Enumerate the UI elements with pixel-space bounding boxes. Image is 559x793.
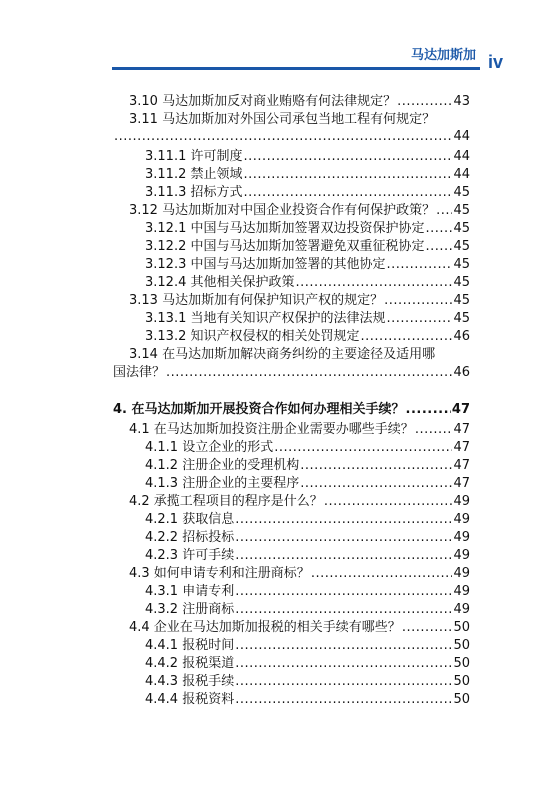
toc-entry-page: 46 <box>453 365 470 380</box>
toc-entry-4-2-3[interactable] <box>145 547 470 564</box>
toc-entry-4-3-2[interactable] <box>145 601 470 618</box>
toc-entry-page: 49 <box>453 512 470 527</box>
dot-leader <box>360 328 452 345</box>
toc-entry-page: 47 <box>453 422 470 437</box>
dot-leader <box>300 457 452 474</box>
toc-entry-3-14[interactable] <box>129 346 435 363</box>
toc-entry-label: 3.14 在马达加斯加解决商务纠纷的主要途径及适用哪 <box>129 347 436 362</box>
toc-entry-3-11[interactable] <box>129 111 435 128</box>
dot-leader <box>295 274 452 291</box>
toc-entry-4-4[interactable] <box>129 619 470 636</box>
toc-entry-4-1-2[interactable] <box>145 457 470 474</box>
dot-leader <box>235 583 452 600</box>
dot-leader <box>384 292 452 309</box>
toc-entry-label: 4. 在马达加斯加开展投资合作如何办理相关手续？ <box>113 402 405 417</box>
toc-entry-page: 45 <box>453 185 470 200</box>
dot-leader <box>324 493 453 510</box>
toc-entry-page: 45 <box>453 275 470 290</box>
toc-entry-page: 45 <box>453 293 470 308</box>
dot-leader <box>235 691 452 708</box>
toc-entry-3-11-continued[interactable] <box>113 128 470 145</box>
dot-leader <box>243 148 452 165</box>
toc-entry-3-12-3[interactable] <box>145 256 470 273</box>
dot-leader <box>386 310 452 327</box>
toc-entry-label: 4.2.2 招标投标 <box>145 530 235 545</box>
toc-entry-label: 4.4.4 报税资料 <box>145 692 235 707</box>
toc-entry-label: 3.11.2 禁止领域 <box>145 167 243 182</box>
toc-entry-page: 49 <box>453 530 470 545</box>
toc-entry-page: 49 <box>453 494 470 509</box>
toc-entry-label: 4.1.2 注册企业的受理机构 <box>145 458 300 473</box>
toc-entry-4-1-1[interactable] <box>145 439 470 456</box>
dot-leader <box>425 238 452 255</box>
toc-entry-3-11-2[interactable] <box>145 166 470 183</box>
toc-entry-page: 50 <box>453 674 470 689</box>
dot-leader <box>235 637 452 654</box>
toc-entry-page: 49 <box>453 602 470 617</box>
toc-entry-4-4-3[interactable] <box>145 673 470 690</box>
dot-leader <box>235 655 452 672</box>
toc-entry-label: 3.11.3 招标方式 <box>145 185 243 200</box>
toc-entry-label: 3.11.1 许可制度 <box>145 149 243 164</box>
dot-leader <box>235 511 452 528</box>
toc-entry-4-1-3[interactable] <box>145 475 470 492</box>
toc-entry-page: 49 <box>453 548 470 563</box>
toc-entry-label: 3.12.1 中国与马达加斯加签署双边投资保护协定 <box>145 221 425 236</box>
toc-entry-page: 46 <box>453 329 470 344</box>
toc-chapter-4[interactable] <box>113 401 470 418</box>
toc-entry-3-11-3[interactable] <box>145 184 470 201</box>
dot-leader <box>311 565 453 582</box>
dot-leader <box>235 547 452 564</box>
toc-entry-4-2-2[interactable] <box>145 529 470 546</box>
dot-leader <box>274 439 452 456</box>
dot-leader <box>235 601 452 618</box>
toc-entry-page: 43 <box>453 94 470 109</box>
toc-entry-page: 47 <box>453 476 470 491</box>
toc-entry-4-4-2[interactable] <box>145 655 470 672</box>
toc-entry-4-3[interactable] <box>129 565 470 582</box>
toc-entry-label: 4.4.1 报税时间 <box>145 638 235 653</box>
toc-entry-page: 45 <box>453 239 470 254</box>
toc-entry-4-1[interactable] <box>129 421 470 438</box>
toc-entry-label: 3.12.2 中国与马达加斯加签署避免双重征税协定 <box>145 239 425 254</box>
toc-entry-page: 49 <box>453 584 470 599</box>
toc-entry-label: 3.13.1 当地有关知识产权保护的法律法规 <box>145 311 386 326</box>
toc-entry-4-3-1[interactable] <box>145 583 470 600</box>
toc-entry-page: 45 <box>453 311 470 326</box>
toc-entry-label: 4.2.1 获取信息 <box>145 512 235 527</box>
toc-entry-page: 44 <box>453 149 470 164</box>
dot-leader <box>386 256 452 273</box>
toc-entry-label: 4.1.1 设立企业的形式 <box>145 440 274 455</box>
toc-entry-label: 3.12.4 其他相关保护政策 <box>145 275 295 290</box>
toc-entry-4-4-1[interactable] <box>145 637 470 654</box>
dot-leader <box>406 401 451 418</box>
toc-entry-label: 3.13.2 知识产权侵权的相关处罚规定 <box>145 329 360 344</box>
page-number: iv <box>488 52 504 72</box>
toc-entry-page: 45 <box>453 221 470 236</box>
toc-entry-3-14-continued[interactable] <box>113 364 470 381</box>
toc-entry-3-12[interactable] <box>129 202 470 219</box>
toc-entry-4-4-4[interactable] <box>145 691 470 708</box>
toc-entry-page: 47 <box>453 440 470 455</box>
toc-entry-label: 4.1 在马达加斯加投资注册企业需要办哪些手续？ <box>129 422 414 437</box>
dot-leader <box>166 364 452 381</box>
toc-entry-label: 国法律？ <box>113 365 166 380</box>
toc-entry-3-12-1[interactable] <box>145 220 470 237</box>
toc-entry-label: 3.13 马达加斯加有何保护知识产权的规定？ <box>129 293 384 308</box>
toc-entry-page: 49 <box>453 566 470 581</box>
toc-entry-3-13[interactable] <box>129 292 470 309</box>
toc-entry-label: 4.3.2 注册商标 <box>145 602 235 617</box>
toc-entry-page: 50 <box>453 620 470 635</box>
toc-entry-label: 4.3.1 申请专利 <box>145 584 235 599</box>
dot-leader <box>243 166 452 183</box>
toc-entry-label: 4.4.2 报税渠道 <box>145 656 235 671</box>
dot-leader <box>397 93 452 110</box>
toc-entry-page: 44 <box>453 167 470 182</box>
running-header-title: 马达加斯加 <box>410 48 476 63</box>
toc-entry-3-13-1[interactable] <box>145 310 470 327</box>
dot-leader <box>243 184 452 201</box>
toc-entry-page: 45 <box>453 257 470 272</box>
toc-entry-label: 3.10 马达加斯加反对商业贿赂有何法律规定？ <box>129 94 397 109</box>
toc-entry-page: 50 <box>453 692 470 707</box>
toc-entry-label: 3.11 马达加斯加对外国公司承包当地工程有何规定？ <box>129 112 436 127</box>
toc-entry-label: 4.4.3 报税手续 <box>145 674 235 689</box>
dot-leader <box>235 529 452 546</box>
toc-entry-label: 4.4 企业在马达加斯加报税的相关手续有哪些？ <box>129 620 401 635</box>
toc-entry-page: 45 <box>453 203 470 218</box>
toc-entry-4-2-1[interactable] <box>145 511 470 528</box>
toc-entry-4-2[interactable] <box>129 493 470 510</box>
toc-entry-label: 3.12.3 中国与马达加斯加签署的其他协定 <box>145 257 386 272</box>
toc-entry-label: 4.3 如何申请专利和注册商标？ <box>129 566 310 581</box>
dot-leader <box>436 202 452 219</box>
toc-entry-page: 50 <box>453 656 470 671</box>
toc-entry-3-12-4[interactable] <box>145 274 470 291</box>
toc-entry-label: 4.2 承揽工程项目的程序是什么？ <box>129 494 323 509</box>
toc-entry-3-12-2[interactable] <box>145 238 470 255</box>
toc-entry-label: 3.12 马达加斯加对中国企业投资合作有何保护政策？ <box>129 203 436 218</box>
toc-entry-page: 50 <box>453 638 470 653</box>
toc-entry-3-10[interactable] <box>129 93 470 110</box>
dot-leader <box>415 421 453 438</box>
toc-entry-page: 47 <box>453 458 470 473</box>
toc-entry-label: 4.1.3 注册企业的主要程序 <box>145 476 300 491</box>
dot-leader <box>114 128 452 145</box>
toc-entry-3-13-2[interactable] <box>145 328 470 345</box>
dot-leader <box>300 475 452 492</box>
dot-leader <box>235 673 452 690</box>
toc-entry-label: 4.2.3 许可手续 <box>145 548 235 563</box>
dot-leader <box>425 220 452 237</box>
toc-entry-page: 47 <box>451 402 470 417</box>
toc-entry-3-11-1[interactable] <box>145 148 470 165</box>
dot-leader <box>402 619 453 636</box>
toc-entry-page: 44 <box>453 129 470 144</box>
